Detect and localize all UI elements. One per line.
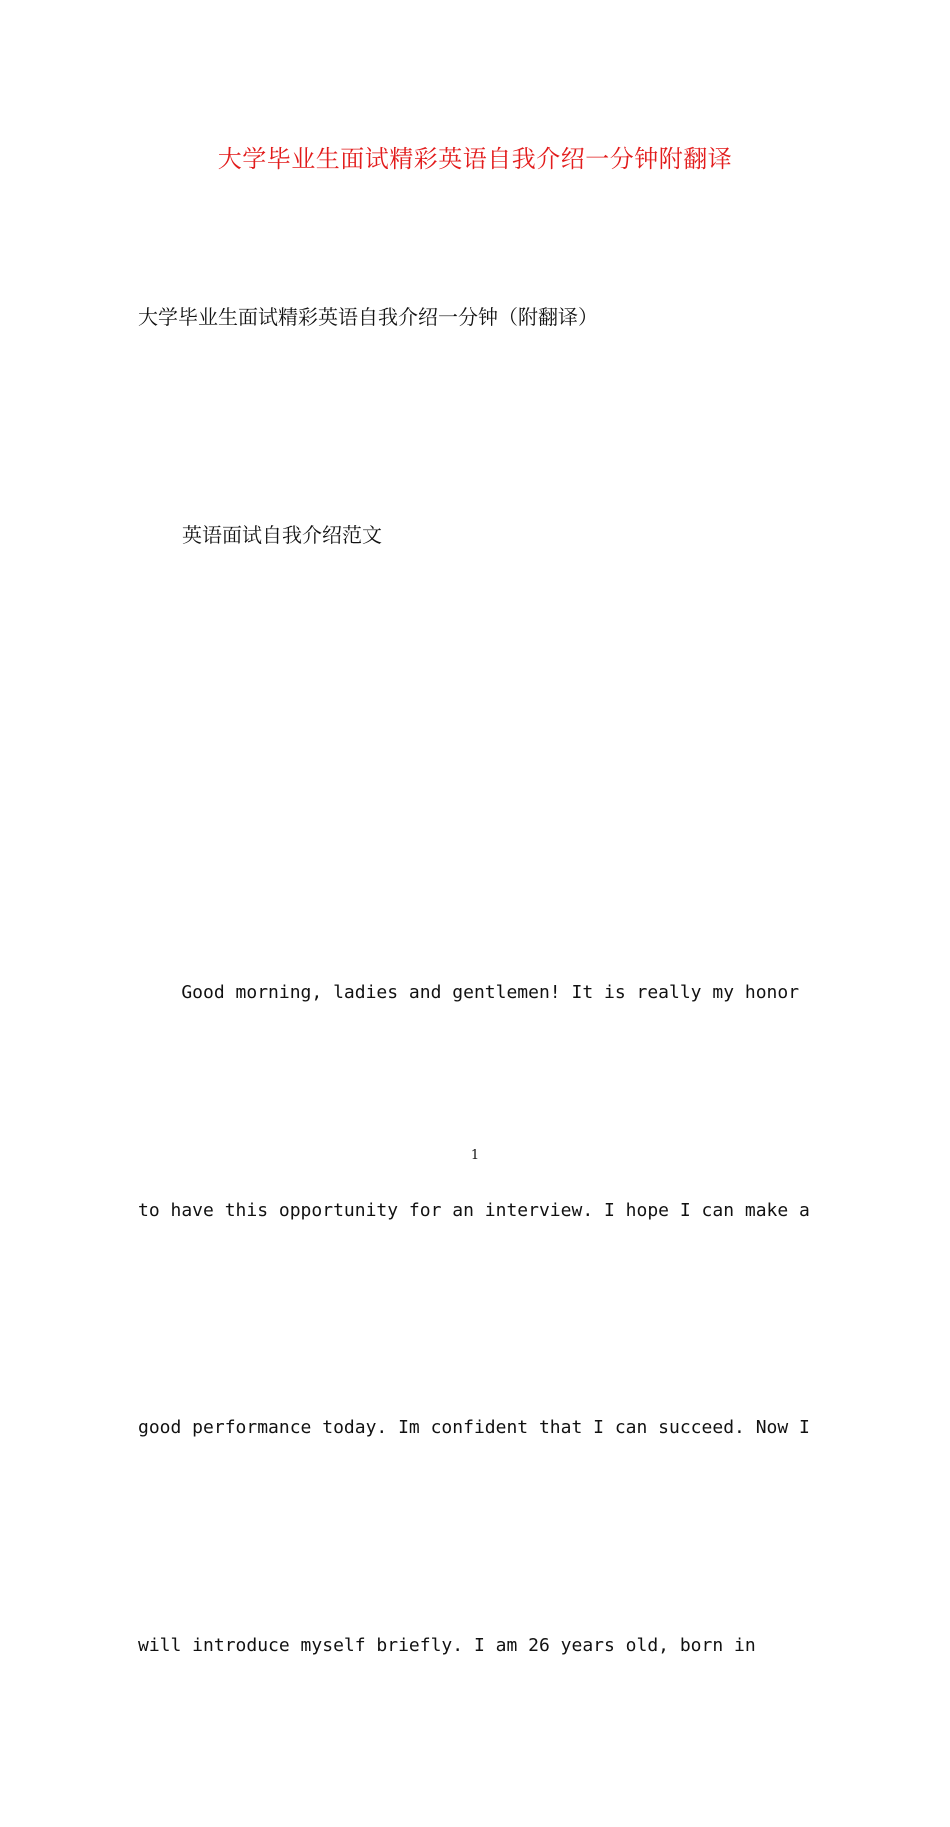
section-heading: 英语面试自我介绍范文 xyxy=(182,523,382,547)
document-subtitle: 大学毕业生面试精彩英语自我介绍一分钟（附翻译） xyxy=(138,305,598,329)
page-number: 1 xyxy=(470,1148,480,1163)
body-line: to have this opportunity for an interview. I hope I can make a xyxy=(138,1199,810,1221)
body-paragraph xyxy=(138,812,818,1827)
document-title: 大学毕业生面试精彩英语自我介绍一分钟附翻译 xyxy=(217,145,733,173)
body-line: Good morning, ladies and gentlemen! It is really my honor xyxy=(138,982,800,1003)
body-line: good performance today. Im confident that I can succeed. Now I xyxy=(138,1417,810,1438)
body-line: will introduce myself briefly. I am 26 years old, born in xyxy=(138,1634,756,1656)
